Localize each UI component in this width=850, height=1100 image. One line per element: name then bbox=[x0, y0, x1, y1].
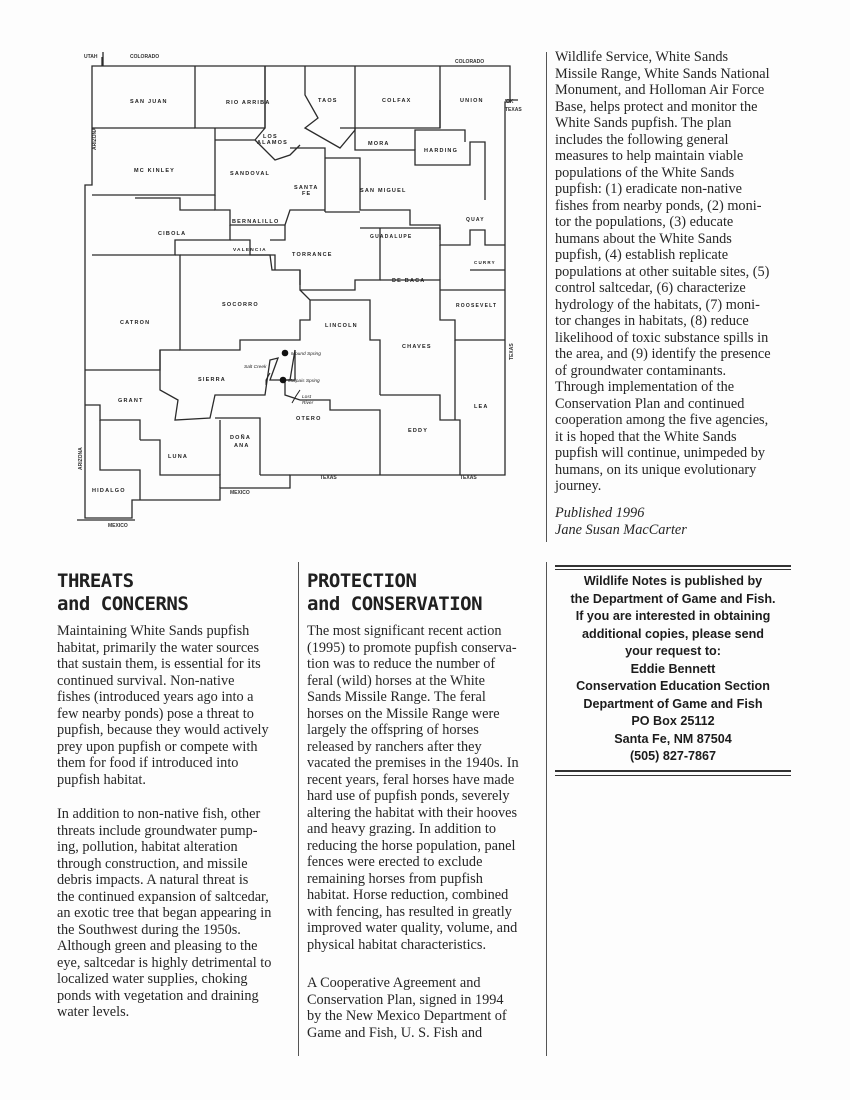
county-chaves: CHAVES bbox=[402, 344, 432, 350]
county-los-alamos-l1: LOS bbox=[263, 134, 278, 140]
county-socorro: SOCORRO bbox=[222, 302, 259, 308]
notice-bottom-rule-1 bbox=[555, 770, 791, 772]
state-label-arizona-bottom: ARIZONA bbox=[78, 447, 84, 470]
state-label-texas-right: TEXAS bbox=[509, 343, 515, 360]
county-quay: QUAY bbox=[466, 217, 485, 223]
state-label-colorado-right: COLORADO bbox=[455, 59, 485, 65]
notice-line-2: the Department of Game and Fish. bbox=[570, 591, 776, 606]
county-torrance: TORRANCE bbox=[292, 252, 333, 258]
contact-po-box: PO Box 25112 bbox=[631, 714, 715, 728]
contact-name: Eddie Bennett bbox=[630, 661, 716, 676]
notice-top-rule-1 bbox=[555, 565, 791, 567]
salt-creek-label: Salt Creek bbox=[244, 365, 267, 370]
state-label-texas-south: TEXAS bbox=[320, 475, 337, 481]
county-grant: GRANT bbox=[118, 398, 144, 404]
contact-department: Department of Game and Fish bbox=[583, 696, 763, 711]
county-de-baca: DE BACA bbox=[392, 278, 426, 284]
notice-line-1: Wildlife Notes is published by bbox=[583, 574, 763, 588]
county-lincoln: LINCOLN bbox=[325, 323, 358, 329]
county-taos: TAOS bbox=[318, 98, 338, 104]
column-divider-right bbox=[546, 562, 547, 1056]
lost-river-label-l2: River bbox=[302, 401, 314, 406]
state-outline bbox=[85, 57, 510, 518]
county-lea: LEA bbox=[474, 404, 489, 410]
county-roosevelt: ROOSEVELT bbox=[456, 303, 498, 309]
notice-line-4: additional copies, please send bbox=[582, 626, 764, 641]
county-curry: CURRY bbox=[474, 260, 496, 265]
county-catron: CATRON bbox=[120, 320, 151, 326]
state-label-texas-se: TEXAS bbox=[460, 475, 477, 481]
county-mora: MORA bbox=[368, 141, 390, 147]
state-label-mexico-bottom: MEXICO bbox=[108, 523, 128, 529]
protection-paragraph-2: A Cooperative Agreement and Conservation Plan, signed in 1994 by the New Mexico Department of Game and Fish, U. S. Fish and bbox=[307, 975, 507, 1041]
lost-river-label-l1: Lost bbox=[302, 395, 312, 400]
published-date: Published 1996 bbox=[555, 505, 645, 521]
county-san-miguel: SAN MIGUEL bbox=[360, 188, 407, 194]
threats-paragraph-1: Maintaining White Sands pupfish habitat, primarily the water sources that sustain them, is essential for its continued survival. Non-native fishes (introduced years ago into a few nearby ponds) pose a threat to pupfish, because they would actively prey upon pupfish or compete with them for food if introduced into pupfish habitat. bbox=[57, 623, 269, 788]
state-label-texas-east: TEXAS bbox=[505, 107, 522, 113]
county-bernalillo: BERNALILLO bbox=[232, 219, 280, 225]
notice-top-rule-2 bbox=[555, 569, 791, 570]
column-divider-right-top bbox=[546, 52, 547, 542]
county-mc-kinley: MC KINLEY bbox=[134, 168, 176, 174]
new-mexico-county-map bbox=[60, 50, 540, 535]
county-santa-fe-l1: SANTA bbox=[294, 185, 319, 191]
county-union: UNION bbox=[460, 98, 484, 104]
malpais-spring-label: Malpais Spring bbox=[288, 379, 320, 384]
mound-spring-label: Mound Spring bbox=[291, 352, 321, 357]
state-label-utah: UTAH bbox=[84, 54, 98, 60]
county-sierra: SIERRA bbox=[198, 377, 226, 383]
county-valencia: VALENCIA bbox=[233, 248, 267, 253]
contact-phone: (505) 827-7867 bbox=[629, 749, 717, 763]
mound-spring-marker bbox=[282, 350, 289, 357]
contact-city: Santa Fe, NM 87504 bbox=[614, 731, 732, 746]
state-label-arizona-top: ARIZONA bbox=[92, 127, 98, 150]
notice-line-5: your request to: bbox=[625, 644, 721, 658]
county-hidalgo: HIDALGO bbox=[92, 488, 126, 494]
county-luna: LUNA bbox=[168, 454, 189, 460]
contact-section: Conservation Education Section bbox=[576, 679, 770, 693]
county-santa-fe-l2: FE bbox=[302, 191, 312, 197]
county-dona-ana-l2: ANA bbox=[234, 443, 250, 449]
state-label-oklahoma: OK bbox=[506, 99, 514, 105]
protection-heading: PROTECTION and CONSERVATION bbox=[307, 570, 483, 615]
notice-bottom-rule-2 bbox=[555, 775, 791, 776]
county-eddy: EDDY bbox=[408, 428, 429, 434]
publication-notice bbox=[555, 573, 791, 766]
notice-line-3: If you are interested in obtaining bbox=[575, 609, 771, 623]
county-rio-arriba: RIO ARRIBA bbox=[226, 100, 271, 106]
state-label-mexico-south: MEXICO bbox=[230, 490, 250, 496]
county-dona-ana-l1: DOÑA bbox=[230, 435, 251, 441]
state-label-colorado-left: COLORADO bbox=[130, 54, 160, 60]
county-san-juan: SAN JUAN bbox=[130, 99, 168, 105]
author-name: Jane Susan MacCarter bbox=[555, 522, 687, 538]
column-divider-left bbox=[298, 562, 299, 1056]
county-otero: OTERO bbox=[296, 416, 322, 422]
county-guadalupe: GUADALUPE bbox=[370, 234, 413, 240]
county-los-alamos-l2: ALAMOS bbox=[257, 140, 289, 146]
conservation-plan-text: Wildlife Service, White Sands Missile Range, White Sands National Monument, and Holloman Air Force Base, helps protect and monitor the White Sands pupfish. The plan includes the following general measures to help maintain viable populations of the White Sands pupfish: (1) eradicate non-native fishes from nearby ponds, (2) moni- tor the populations, (3) educate humans about the White Sands pupfish, (4) establish replicate populations at other suitable sites, (5) control saltcedar, (6) characterize hydrology of the habitats, (7) moni- tor changes in habitats, (8) reduce likelihood of toxic substance spills in the area, and (9) identify the presence of groundwater contaminants. Through implementation of the Conservation Plan and continued cooperation among the five agencies, it is hoped that the White Sands pupfish will continue, unimpeded by humans, on its unique evolutionary journey. bbox=[555, 49, 771, 494]
threats-paragraph-2: In addition to non-native fish, other threats include groundwater pump- ing, pollution, habitat alteration through construction, and missile debris impacts. A natural threat is the continued expansion of saltcedar, an exotic tree that began appearing in the Southwest during the 1950s. Although green and pleasing to the eye, saltcedar is highly detrimental to localized water supplies, choking ponds with vegetation and draining water levels. bbox=[57, 806, 272, 1020]
county-colfax: COLFAX bbox=[382, 98, 412, 104]
county-cibola: CIBOLA bbox=[158, 231, 187, 237]
county-harding: HARDING bbox=[424, 148, 459, 154]
county-sandoval: SANDOVAL bbox=[230, 171, 271, 177]
threats-heading: THREATS and CONCERNS bbox=[57, 570, 189, 615]
malpais-spring-marker bbox=[280, 377, 287, 384]
protection-paragraph-1: The most significant recent action (1995) to promote pupfish conserva- tion was to reduce the number of feral (wild) horses at the White Sands Missile Range. The feral horses on the Missile Range were largely the offspring of horses released by ranchers after they vacated the premises in the 1940s. In recent years, feral horses have made hard use of pupfish ponds, severely altering the habitat with their hooves and heavy grazing. In addition to reducing the horse population, panel fences were erected to exclude remaining horses from pupfish habitat. Horse reduction, combined with fencing, has resulted in greatly improved water quality, volume, and physical habitat characteristics. bbox=[307, 623, 519, 953]
